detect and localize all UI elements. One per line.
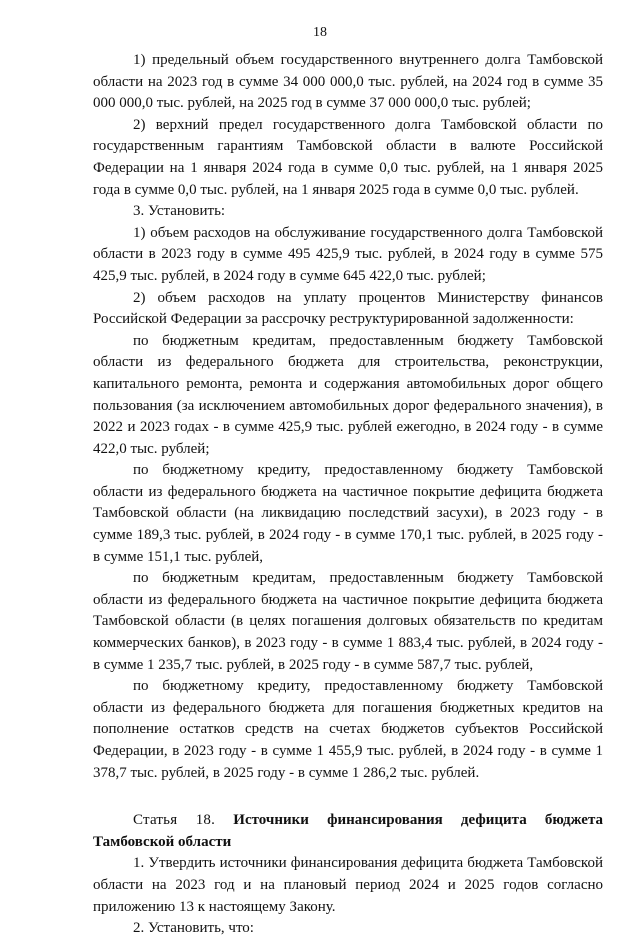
paragraph-road-credits: по бюджетным кредитам, предоставленным бюджету Тамбовской области из федерального бюджета для строительства, реконструкции, капитального ремонта, ремонта и содержания автомобильных дорог общего пользования (за исключением автомобильных дорог федерального значения), в 2022 и 2023 годах - в сумме 425,9 тыс. рублей ежегодно, в 2024 году - в сумме 422,0 тыс. рублей;: [93, 332, 603, 457]
paragraph-approve-sources: 1. Утвердить источники финансирования дефицита бюджета Тамбовской области на 2023 год и на плановый период 2024 и 2025 годов согласно приложению 13 к настоящему Закону.: [93, 855, 603, 915]
document-body: [93, 50, 603, 940]
paragraph-drought-credit: по бюджетному кредиту, предоставленному бюджету Тамбовской области из федерального бюджета на частичное покрытие дефицита бюджета Тамбовской области (на ликвидацию последствий засухи), в 2023 году - в сумме 189,3 тыс. рублей, в 2024 году - в сумме 170,1 тыс. рублей, в 2025 году - в сумме 151,1 тыс. рублей,: [93, 462, 603, 565]
paragraph-establish-that: 2. Установить, что:: [133, 920, 254, 937]
article-title: Источники финансирования дефицита бюджета Тамбовской области: [93, 812, 603, 850]
paragraph-debt-limit: 1) предельный объем государственного внутреннего долга Тамбовской области на 2023 год в сумме 34 000 000,0 тыс. рублей, на 2024 год в сумме 35 000 000,0 тыс. рублей, на 2025 год в сумме 37 000 000,0 тыс. рублей;: [93, 52, 603, 112]
paragraph-establish: 3. Установить:: [133, 203, 226, 220]
paragraph-commercial-credits: по бюджетным кредитам, предоставленным бюджету Тамбовской области из федерального бюджета на частичное покрытие дефицита бюджета Тамбовской области (в целях погашения долговых обязательств по кредитам коммерческих банков), в 2023 году - в сумме 1 883,4 тыс. рублей, в 2024 году - в сумме 1 235,7 тыс. рублей, в 2025 году - в сумме 587,7 тыс. рублей,: [93, 570, 603, 673]
article-heading: [93, 810, 603, 853]
paragraph-interest-payments: 2) объем расходов на уплату процентов Министерству финансов Российской Федерации за рассрочку реструктурированной задолженности:: [93, 289, 603, 328]
article-label: Статья 18.: [133, 812, 216, 829]
paragraph-balance-credit: по бюджетному кредиту, предоставленному бюджету Тамбовской области из федерального бюджета для погашения бюджетных кредитов на пополнение остатков средств на счетах бюджетов субъектов Российской Федерации, в 2023 году - в сумме 1 455,9 тыс. рублей, в 2024 году - в сумме 1 378,7 тыс. рублей, в 2025 году - в сумме 1 286,2 тыс. рублей.: [93, 678, 603, 781]
page-number: 18: [313, 25, 327, 40]
paragraph-debt-service: 1) объем расходов на обслуживание государственного долга Тамбовской области в 2023 году в сумме 495 425,9 тыс. рублей, в 2024 году в сумме 575 425,9 тыс. рублей, в 2024 году в сумме 645 422,0 тыс. рублей;: [93, 224, 603, 284]
paragraph-guarantees-limit: 2) верхний предел государственного долга Тамбовской области по государственным гарантиям Тамбовской области в валюте Российской Федерации на 1 января 2024 года в сумме 0,0 тыс. рублей, на 1 января 2025 года в сумме 0,0 тыс. рублей, на 1 января 2025 года в сумме 0,0 тыс. рублей.: [93, 116, 603, 198]
